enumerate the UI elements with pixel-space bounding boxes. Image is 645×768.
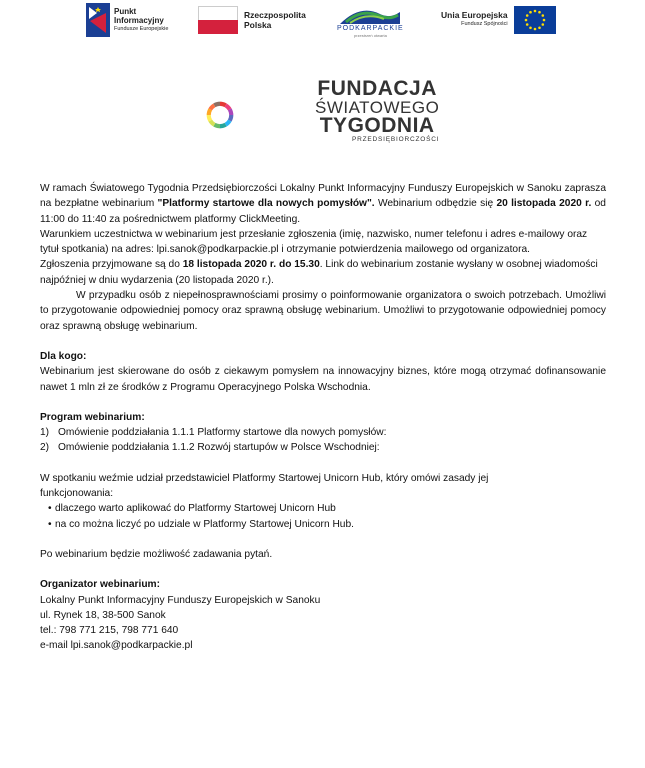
audience-paragraph: Webinarium jest skierowane do osób z ciekawym pomysłem na innowacyjny biznes, które mogą otrzymać dofinansowanie nawet 1 mln zł ze środków z Programu Operacyjnego Polska Wschodnia. (40, 366, 606, 393)
list-number: 2) (40, 442, 50, 454)
organizer-email: e-mail lpi.sanok@podkarpackie.pl (40, 640, 193, 652)
deadline-date: 18 listopada 2020 r. do 15.30 (182, 259, 320, 271)
fundacja-line1: FUNDACJA (317, 77, 437, 100)
accessibility-paragraph: W przypadku osób z niepełnosprawnościami prosimy o poinformowanie organizatora o swoich potrzebach. Umożliwi to przygotowanie odpowiedniej pomocy oraz sprawną obsługę webinarium. Umożliwi to przygotowanie odpowiedniej pomocy oraz sprawną obsługę webinarium. (40, 290, 606, 332)
list-item: • dlaczego warto aplikować do Platformy Startowej Unicorn Hub (48, 501, 606, 516)
fundacja-ring-icon (205, 80, 305, 150)
list-item: • na co można liczyć po udziale w Platformy Startowej Unicorn Hub. (48, 517, 606, 532)
organizer-name: Lokalny Punkt Informacyjny Funduszy Europejskich w Sanoku (40, 594, 321, 606)
pk-tagline: przestrzeń otwarta (353, 33, 387, 38)
rzeczpospolita-logo (198, 6, 306, 34)
fe-line2: Informacyjny (114, 15, 164, 25)
deadline-text-a: Zgłoszenia przyjmowane są do (40, 259, 183, 271)
audience-heading: Dla kogo: (40, 350, 87, 362)
organizer-heading: Organizator webinarium: (40, 579, 161, 591)
list-text: Omówienie poddziałania 1.1.2 Rozwój startupów w Polsce Wschodniej: (58, 442, 380, 454)
eu-flag-icon (514, 6, 556, 34)
fe-emblem-icon (86, 3, 110, 37)
podkarpackie-logo (337, 4, 404, 38)
logo-bar (0, 0, 645, 48)
rp-line2: Polska (244, 20, 272, 30)
webinar-date: 20 listopada 2020 r. (496, 198, 592, 210)
rp-line1: Rzeczpospolita (244, 10, 306, 20)
program-heading: Program webinarium: (40, 411, 145, 423)
list-number: 1) (40, 427, 50, 439)
document-body (40, 181, 606, 654)
questions-paragraph: Po webinarium będzie możliwość zadawania pytań. (40, 548, 273, 560)
list-text: Omówienie poddziałania 1.1.1 Platformy startowe dla nowych pomysłów: (58, 427, 387, 439)
organizer-phone: tel.: 798 771 215, 798 771 640 (40, 625, 179, 637)
deadline-text-c: . Link do webinarium zostanie wysłany w osobnej wiadomości najpóźniej w dniu wydarzenia (20 listopada 2020 r.). (40, 259, 598, 286)
fundacja-line2: ŚWIATOWEGO (315, 98, 440, 117)
fe-line1: Punkt (114, 6, 137, 16)
intro-paragraph (40, 181, 606, 227)
pk-name: PODKARPACKIE (337, 25, 404, 32)
unia-europejska-logo (441, 6, 556, 34)
intro-text-c: Webinarium odbędzie się (374, 198, 497, 210)
intro-text-a: W ramach Światowego Tygodnia Przedsiębiorczości Lokalny Punkt Informacyjny Funduszy Europejskich w Sanoku zaprasza na bezpłatne webinarium (40, 183, 606, 210)
intro-text-e: od 11:00 do 11:40 za pośrednictwem platformy ClickMeeting. (40, 198, 606, 225)
ue-line2: Fundusz Spójności (461, 21, 508, 27)
fe-line3: Fundusze Europejskie (114, 25, 169, 32)
ue-line1: Unia Europejska (441, 10, 508, 20)
list-item (40, 440, 606, 455)
fundacja-wordmark (315, 79, 439, 144)
program-list (40, 425, 606, 456)
deadline-paragraph (40, 257, 606, 288)
organizer-address: ul. Rynek 18, 38-500 Sanok (40, 609, 166, 621)
fundusze-europejskie-logo (86, 3, 168, 37)
meeting-paragraph: W spotkaniu weźmie udział przedstawiciel Platformy Startowej Unicorn Hub, który omówi zasady jej funkcjonowania: (40, 472, 489, 500)
podkarpackie-hills-icon (340, 4, 400, 24)
polish-flag-icon (198, 6, 238, 34)
fundacja-line3: TYGODNIA (319, 114, 435, 137)
list-item (40, 425, 606, 440)
webinar-title: "Platformy startowe dla nowych pomysłów". (157, 198, 375, 210)
conditions-paragraph: Warunkiem uczestnictwa w webinarium jest przesłanie zgłoszenia (imię, nazwisko, numer telefonu i adres e-mailowy oraz tytuł spotkania) na adres: lpi.sanok@podkarpackie.pl i otrzymanie potwierdzenia mailowego od organizatora. (40, 228, 588, 256)
bullet-list (40, 501, 606, 532)
fundacja-line4: PRZEDSIĘBIORCZOŚCI (351, 136, 440, 143)
